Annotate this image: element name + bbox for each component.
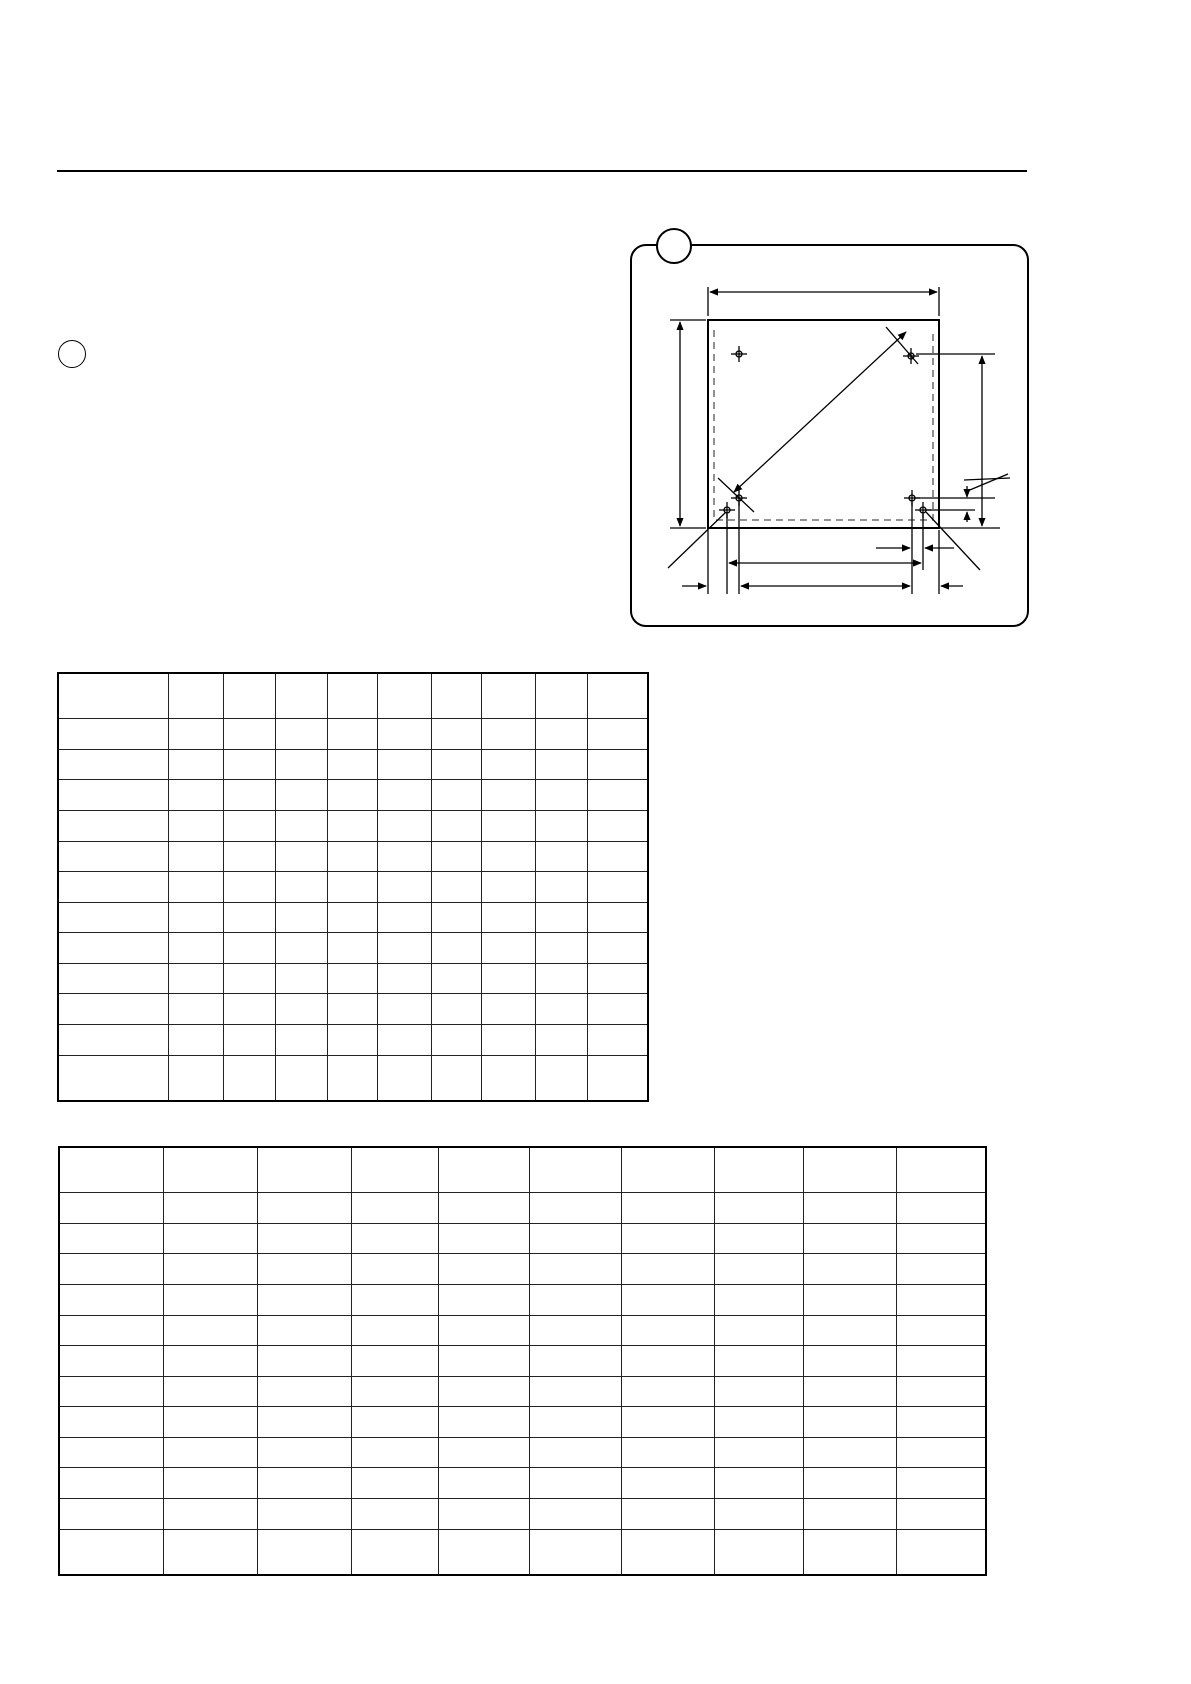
table-row <box>58 872 648 903</box>
table-cell <box>896 1529 986 1575</box>
table-cell <box>58 811 168 842</box>
table-cell <box>377 719 431 750</box>
table-cell <box>58 872 168 903</box>
table-cell <box>327 963 377 994</box>
table-cell <box>438 1315 529 1346</box>
table-row <box>59 1315 986 1346</box>
circle-marker <box>58 340 86 368</box>
table-cell <box>351 1193 438 1224</box>
table-cell <box>714 1193 803 1224</box>
table-cell <box>896 1407 986 1438</box>
table-cell <box>621 1407 714 1438</box>
table-cell <box>327 673 377 719</box>
table-cell <box>223 749 275 780</box>
table-cell <box>58 1055 168 1101</box>
table-cell <box>438 1529 529 1575</box>
table-cell <box>587 1055 648 1101</box>
table-cell <box>275 811 327 842</box>
table-cell <box>803 1529 896 1575</box>
table-cell <box>377 902 431 933</box>
table-cell <box>621 1437 714 1468</box>
table-cell <box>163 1437 257 1468</box>
table-cell <box>529 1285 621 1316</box>
table-cell <box>59 1254 163 1285</box>
table-cell <box>803 1193 896 1224</box>
table-cell <box>535 780 587 811</box>
table-cell <box>223 963 275 994</box>
table-cell <box>163 1193 257 1224</box>
table-cell <box>714 1254 803 1285</box>
table-cell <box>168 1055 223 1101</box>
table-row <box>59 1437 986 1468</box>
table-cell <box>529 1407 621 1438</box>
table-2-body <box>59 1147 986 1575</box>
table-cell <box>529 1223 621 1254</box>
table-cell <box>351 1315 438 1346</box>
table-cell <box>431 963 481 994</box>
table-cell <box>351 1254 438 1285</box>
table-cell <box>257 1407 351 1438</box>
table-cell <box>377 1024 431 1055</box>
table-cell <box>275 963 327 994</box>
table-cell <box>431 719 481 750</box>
table-cell <box>377 994 431 1025</box>
table-cell <box>377 1055 431 1101</box>
table-cell <box>481 963 535 994</box>
table-cell <box>275 872 327 903</box>
spec-table-2 <box>58 1146 987 1576</box>
table-cell <box>587 872 648 903</box>
table-cell <box>59 1193 163 1224</box>
table-cell <box>896 1193 986 1224</box>
table-cell <box>59 1407 163 1438</box>
table-cell <box>621 1285 714 1316</box>
table-cell <box>59 1223 163 1254</box>
table-cell <box>377 673 431 719</box>
table-cell <box>481 994 535 1025</box>
table-cell <box>481 673 535 719</box>
table-row <box>59 1498 986 1529</box>
table-cell <box>327 811 377 842</box>
table-cell <box>431 673 481 719</box>
table-cell <box>431 994 481 1025</box>
table-row <box>59 1223 986 1254</box>
table-cell <box>535 933 587 964</box>
table-cell <box>803 1468 896 1499</box>
table-cell <box>275 933 327 964</box>
table-cell <box>481 841 535 872</box>
table-cell <box>714 1285 803 1316</box>
table-cell <box>257 1193 351 1224</box>
table-cell <box>529 1315 621 1346</box>
table-cell <box>621 1315 714 1346</box>
table-cell <box>803 1498 896 1529</box>
dimension-diagram-panel <box>630 244 1029 627</box>
table-cell <box>587 1024 648 1055</box>
table-row <box>59 1407 986 1438</box>
table-cell <box>587 933 648 964</box>
table-cell <box>431 811 481 842</box>
table-cell <box>377 933 431 964</box>
table-cell <box>529 1376 621 1407</box>
table-cell <box>223 719 275 750</box>
table-row <box>58 994 648 1025</box>
table-cell <box>896 1346 986 1377</box>
table-cell <box>431 749 481 780</box>
table-cell <box>587 841 648 872</box>
table-cell <box>438 1498 529 1529</box>
table-cell <box>714 1376 803 1407</box>
table-row <box>59 1468 986 1499</box>
table-cell <box>431 1024 481 1055</box>
table-cell <box>327 1055 377 1101</box>
table-cell <box>168 1024 223 1055</box>
table-cell <box>535 1024 587 1055</box>
table-cell <box>223 1055 275 1101</box>
table-cell <box>59 1468 163 1499</box>
table-cell <box>163 1376 257 1407</box>
table-row <box>58 963 648 994</box>
table-cell <box>714 1223 803 1254</box>
table-row <box>58 1055 648 1101</box>
table-cell <box>257 1376 351 1407</box>
table-cell <box>327 902 377 933</box>
table-cell <box>714 1529 803 1575</box>
table-row <box>58 749 648 780</box>
table-row <box>58 933 648 964</box>
table-cell <box>896 1147 986 1193</box>
table-cell <box>438 1285 529 1316</box>
table-cell <box>714 1346 803 1377</box>
table-cell <box>327 1024 377 1055</box>
table-cell <box>163 1468 257 1499</box>
table-cell <box>59 1498 163 1529</box>
table-cell <box>438 1407 529 1438</box>
table-cell <box>803 1223 896 1254</box>
table-cell <box>621 1529 714 1575</box>
table-cell <box>803 1346 896 1377</box>
table-cell <box>377 872 431 903</box>
table-cell <box>223 872 275 903</box>
table-cell <box>327 872 377 903</box>
table-cell <box>58 719 168 750</box>
table-cell <box>714 1147 803 1193</box>
table-cell <box>621 1376 714 1407</box>
table-cell <box>223 811 275 842</box>
table-cell <box>587 673 648 719</box>
table-cell <box>168 994 223 1025</box>
table-cell <box>59 1529 163 1575</box>
table-cell <box>257 1254 351 1285</box>
table-cell <box>896 1315 986 1346</box>
table-1-body <box>58 673 648 1101</box>
table-cell <box>377 780 431 811</box>
table-cell <box>896 1468 986 1499</box>
table-cell <box>587 749 648 780</box>
table-cell <box>275 719 327 750</box>
table-cell <box>535 902 587 933</box>
table-cell <box>621 1147 714 1193</box>
table-cell <box>163 1407 257 1438</box>
table-cell <box>621 1223 714 1254</box>
table-cell <box>621 1193 714 1224</box>
table-cell <box>431 780 481 811</box>
table-cell <box>377 749 431 780</box>
table-cell <box>168 933 223 964</box>
table-cell <box>438 1223 529 1254</box>
table-cell <box>714 1468 803 1499</box>
table-cell <box>351 1498 438 1529</box>
table-cell <box>59 1315 163 1346</box>
table-cell <box>529 1437 621 1468</box>
table-cell <box>257 1498 351 1529</box>
table-cell <box>529 1193 621 1224</box>
table-row <box>58 811 648 842</box>
table-cell <box>535 719 587 750</box>
table-cell <box>275 1055 327 1101</box>
table-cell <box>535 673 587 719</box>
table-cell <box>59 1346 163 1377</box>
table-cell <box>535 994 587 1025</box>
table-cell <box>481 811 535 842</box>
table-cell <box>438 1437 529 1468</box>
table-cell <box>529 1346 621 1377</box>
table-cell <box>327 841 377 872</box>
table-cell <box>803 1407 896 1438</box>
table-cell <box>896 1498 986 1529</box>
table-cell <box>351 1147 438 1193</box>
table-cell <box>257 1468 351 1499</box>
table-cell <box>481 1055 535 1101</box>
table-cell <box>163 1147 257 1193</box>
table-cell <box>529 1468 621 1499</box>
table-cell <box>223 994 275 1025</box>
table-cell <box>431 933 481 964</box>
table-cell <box>327 749 377 780</box>
table-cell <box>59 1376 163 1407</box>
table-cell <box>587 780 648 811</box>
table-cell <box>327 780 377 811</box>
table-cell <box>803 1315 896 1346</box>
table-cell <box>587 902 648 933</box>
table-cell <box>163 1285 257 1316</box>
table-cell <box>587 811 648 842</box>
table-cell <box>257 1147 351 1193</box>
table-cell <box>535 749 587 780</box>
table-cell <box>58 902 168 933</box>
table-cell <box>275 780 327 811</box>
table-row <box>58 780 648 811</box>
table-row <box>58 1024 648 1055</box>
table-cell <box>714 1407 803 1438</box>
table-cell <box>58 673 168 719</box>
table-cell <box>535 1055 587 1101</box>
table-cell <box>223 902 275 933</box>
table-cell <box>275 841 327 872</box>
table-cell <box>481 780 535 811</box>
table-cell <box>803 1147 896 1193</box>
table-cell <box>535 811 587 842</box>
table-cell <box>481 902 535 933</box>
table-cell <box>587 994 648 1025</box>
table-cell <box>223 673 275 719</box>
table-cell <box>257 1437 351 1468</box>
table-row <box>58 673 648 719</box>
table-cell <box>351 1468 438 1499</box>
table-cell <box>327 933 377 964</box>
table-cell <box>481 1024 535 1055</box>
table-cell <box>327 719 377 750</box>
table-cell <box>587 963 648 994</box>
table-cell <box>714 1498 803 1529</box>
table-row <box>58 841 648 872</box>
table-cell <box>275 902 327 933</box>
table-cell <box>896 1223 986 1254</box>
table-cell <box>223 780 275 811</box>
table-row <box>59 1254 986 1285</box>
table-cell <box>168 780 223 811</box>
table-cell <box>803 1285 896 1316</box>
table-cell <box>58 1024 168 1055</box>
table-row <box>59 1147 986 1193</box>
table-cell <box>431 902 481 933</box>
table-cell <box>257 1315 351 1346</box>
table-cell <box>535 872 587 903</box>
table-cell <box>58 963 168 994</box>
table-cell <box>59 1437 163 1468</box>
table-row <box>58 902 648 933</box>
table-cell <box>223 841 275 872</box>
table-cell <box>58 994 168 1025</box>
table-cell <box>481 933 535 964</box>
table-cell <box>351 1376 438 1407</box>
table-cell <box>438 1376 529 1407</box>
table-cell <box>168 811 223 842</box>
table-cell <box>481 719 535 750</box>
table-cell <box>529 1529 621 1575</box>
table-cell <box>535 963 587 994</box>
table-cell <box>896 1254 986 1285</box>
table-cell <box>163 1315 257 1346</box>
table-cell <box>377 811 431 842</box>
table-cell <box>431 1055 481 1101</box>
table-cell <box>257 1529 351 1575</box>
table-cell <box>163 1254 257 1285</box>
table-cell <box>438 1468 529 1499</box>
table-cell <box>896 1285 986 1316</box>
table-cell <box>275 1024 327 1055</box>
table-cell <box>535 841 587 872</box>
table-cell <box>168 749 223 780</box>
table-cell <box>257 1223 351 1254</box>
table-cell <box>168 872 223 903</box>
table-row <box>59 1285 986 1316</box>
table-cell <box>377 841 431 872</box>
table-cell <box>896 1437 986 1468</box>
header-rule <box>57 170 1027 172</box>
table-cell <box>714 1437 803 1468</box>
table-cell <box>351 1437 438 1468</box>
table-cell <box>431 841 481 872</box>
table-cell <box>351 1529 438 1575</box>
table-cell <box>163 1346 257 1377</box>
table-cell <box>621 1498 714 1529</box>
table-cell <box>803 1376 896 1407</box>
table-row <box>58 719 648 750</box>
table-cell <box>351 1285 438 1316</box>
table-cell <box>714 1315 803 1346</box>
table-cell <box>529 1498 621 1529</box>
table-cell <box>351 1346 438 1377</box>
table-cell <box>257 1346 351 1377</box>
table-cell <box>168 841 223 872</box>
table-row <box>59 1346 986 1377</box>
table-cell <box>58 933 168 964</box>
table-cell <box>351 1407 438 1438</box>
table-cell <box>481 872 535 903</box>
table-cell <box>257 1285 351 1316</box>
table-cell <box>438 1147 529 1193</box>
table-cell <box>275 673 327 719</box>
table-cell <box>529 1254 621 1285</box>
table-cell <box>327 994 377 1025</box>
table-cell <box>896 1376 986 1407</box>
table-cell <box>223 933 275 964</box>
table-cell <box>438 1346 529 1377</box>
table-cell <box>803 1254 896 1285</box>
table-cell <box>163 1498 257 1529</box>
table-cell <box>621 1468 714 1499</box>
table-cell <box>163 1529 257 1575</box>
table-cell <box>58 749 168 780</box>
table-cell <box>275 749 327 780</box>
table-cell <box>223 1024 275 1055</box>
spec-table-1 <box>57 672 649 1102</box>
table-cell <box>59 1285 163 1316</box>
table-cell <box>59 1147 163 1193</box>
table-cell <box>275 994 327 1025</box>
table-row <box>59 1376 986 1407</box>
table-cell <box>431 872 481 903</box>
table-cell <box>529 1147 621 1193</box>
table-cell <box>168 673 223 719</box>
table-cell <box>58 780 168 811</box>
table-cell <box>168 719 223 750</box>
table-cell <box>377 963 431 994</box>
table-cell <box>168 963 223 994</box>
table-cell <box>168 902 223 933</box>
table-row <box>59 1529 986 1575</box>
table-cell <box>587 719 648 750</box>
table-cell <box>163 1223 257 1254</box>
table-cell <box>438 1193 529 1224</box>
table-cell <box>803 1437 896 1468</box>
table-cell <box>351 1223 438 1254</box>
table-cell <box>621 1254 714 1285</box>
table-cell <box>621 1346 714 1377</box>
table-cell <box>438 1254 529 1285</box>
table-cell <box>481 749 535 780</box>
table-cell <box>58 841 168 872</box>
table-row <box>59 1193 986 1224</box>
